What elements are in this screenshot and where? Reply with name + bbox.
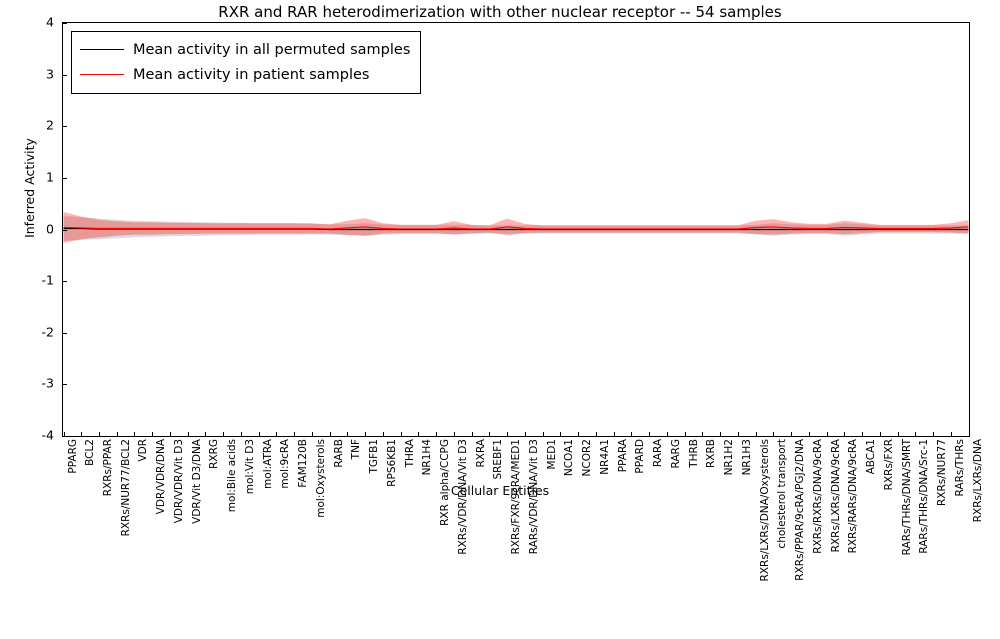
x-tick-label: RXRs/NUR77 [936, 439, 948, 506]
y-tick-label: 3 [46, 66, 54, 82]
x-tick-mark [844, 432, 845, 436]
x-tick-mark [756, 432, 757, 436]
x-tick-mark [560, 432, 561, 436]
legend-label-permuted: Mean activity in all permuted samples [133, 41, 411, 58]
y-tick-mark [63, 333, 67, 334]
x-tick-mark [383, 432, 384, 436]
x-tick-label: RARs/THRs/DNA/SMRT [900, 439, 913, 556]
x-tick-mark [81, 432, 82, 436]
x-tick-label: mol:Bile acids [226, 439, 239, 513]
x-tick-mark [276, 432, 277, 436]
x-tick-mark [134, 432, 135, 436]
y-tick-mark [63, 23, 67, 24]
x-tick-label: VDR/Vit D3/DNA [190, 439, 203, 524]
x-tick-label: VDR/VDR/DNA [155, 439, 168, 515]
x-tick-mark [489, 432, 490, 436]
y-tick-label: 2 [46, 117, 54, 133]
x-tick-mark [951, 432, 952, 436]
x-tick-mark [241, 432, 242, 436]
x-tick-label: FAM120B [297, 439, 310, 488]
y-tick-label: 1 [46, 169, 54, 185]
x-tick-mark [898, 432, 899, 436]
x-tick-mark [791, 432, 792, 436]
x-tick-label: RXRs/RARs/DNA/9cRA [847, 439, 860, 554]
x-tick-label: NCOR2 [581, 439, 594, 477]
x-tick-label: RXRs/FXR/9cRA/MED1 [510, 439, 523, 555]
x-tick-mark [631, 432, 632, 436]
x-tick-mark [472, 432, 473, 436]
x-tick-mark [773, 432, 774, 436]
x-tick-mark [862, 432, 863, 436]
legend-item-patient [80, 62, 410, 87]
x-tick-mark [436, 432, 437, 436]
x-tick-label: RARG [669, 439, 682, 469]
x-tick-label: mol:ATRA [261, 439, 274, 489]
x-tick-mark [525, 432, 526, 436]
x-tick-label: NR1H3 [740, 439, 753, 476]
x-tick-label: mol:Oxysterols [314, 439, 327, 518]
legend-color-swatch-patient [80, 74, 124, 75]
x-tick-label: THRB [687, 439, 700, 468]
y-tick-mark [63, 178, 67, 179]
x-tick-label: cholesterol transport [776, 439, 789, 549]
x-tick-label: NCOA1 [563, 439, 576, 477]
plot-area [62, 22, 970, 437]
x-tick-label: RXRs/RXRs/DNA/9cRA [811, 439, 824, 554]
x-tick-label: PPARA [616, 439, 629, 473]
x-tick-mark [64, 432, 65, 436]
y-tick-mark [63, 436, 67, 437]
y-tick-label: 0 [46, 221, 54, 236]
x-tick-mark [170, 432, 171, 436]
x-tick-mark [685, 432, 686, 436]
y-axis-label: Inferred Activity [22, 138, 37, 238]
x-tick-label: VDR [137, 439, 150, 462]
x-tick-mark [259, 432, 260, 436]
x-tick-label: ABCA1 [865, 439, 878, 475]
x-tick-label: RARB [332, 439, 345, 468]
x-tick-label: RXRs/NUR77/BCL2 [119, 439, 132, 537]
x-tick-mark [702, 432, 703, 436]
y-tick-mark [63, 281, 67, 282]
x-tick-label: mol:9cRA [279, 439, 292, 489]
y-tick-label: -2 [41, 324, 54, 340]
x-tick-mark [720, 432, 721, 436]
x-tick-mark [933, 432, 934, 436]
x-tick-label: THRA [403, 439, 416, 468]
x-tick-mark [188, 432, 189, 436]
x-tick-label: SREBF1 [492, 439, 505, 480]
x-tick-label: BCL2 [84, 439, 97, 466]
x-tick-mark [667, 432, 668, 436]
x-tick-label: RARs/THRs/DNA/Src-1 [918, 439, 931, 554]
x-tick-label: RPS6KB1 [385, 439, 398, 487]
x-tick-mark [915, 432, 916, 436]
x-tick-mark [614, 432, 615, 436]
y-tick-label: -4 [41, 427, 54, 443]
x-tick-mark [294, 432, 295, 436]
x-tick-mark [649, 432, 650, 436]
y-tick-mark [63, 126, 67, 127]
x-tick-label: mol:Vit D3 [243, 439, 256, 495]
x-tick-label: RXRB [705, 439, 718, 468]
x-tick-label: TNF [350, 439, 363, 460]
y-tick-mark [63, 75, 67, 76]
x-tick-label: RXRs/VDR/DNA/Vit D3 [456, 439, 469, 555]
x-tick-label: NR1H2 [723, 439, 736, 476]
x-tick-label: RARA [652, 439, 665, 468]
x-tick-label: RARs/THRs [953, 439, 966, 497]
x-tick-mark [596, 432, 597, 436]
x-tick-mark [117, 432, 118, 436]
y-tick-label: -1 [41, 272, 54, 288]
x-tick-mark [969, 432, 970, 436]
x-tick-label: MED1 [545, 439, 558, 470]
x-tick-label: RXR alpha/CCPG [439, 439, 452, 526]
chart-title: RXR and RAR heterodimerization with other nuclear receptor -- 54 samples [218, 3, 782, 21]
x-tick-label: NR1H4 [421, 439, 434, 476]
x-tick-mark [827, 432, 828, 436]
x-tick-label: PPARG [66, 439, 79, 474]
x-axis-label: Cellular Entities [450, 483, 550, 498]
x-tick-label: RXRA [474, 439, 487, 468]
x-tick-label: RXRs/LXRs/DNA/9cRA [829, 439, 842, 553]
x-tick-mark [809, 432, 810, 436]
x-tick-mark [312, 432, 313, 436]
x-tick-label: VDR/VDR/Vit D3 [172, 439, 185, 524]
x-tick-mark [401, 432, 402, 436]
x-tick-mark [365, 432, 366, 436]
x-tick-mark [99, 432, 100, 436]
x-tick-mark [205, 432, 206, 436]
y-tick-label: 4 [46, 14, 54, 30]
x-tick-label: RXRs/LXRs/DNA/Oxysterols [758, 439, 771, 582]
x-tick-label: RXRs/FXR [882, 439, 895, 491]
legend-color-swatch-permuted [80, 49, 124, 50]
x-tick-mark [418, 432, 419, 436]
x-tick-mark [347, 432, 348, 436]
chart-legend [71, 31, 421, 94]
x-tick-mark [454, 432, 455, 436]
x-tick-label: RXRs/PPAR [101, 439, 114, 497]
x-tick-mark [330, 432, 331, 436]
x-tick-label: NR4A1 [598, 439, 611, 475]
x-tick-mark [578, 432, 579, 436]
x-tick-label: PPARD [634, 439, 647, 474]
x-tick-mark [152, 432, 153, 436]
y-tick-label: -3 [41, 375, 54, 391]
y-tick-mark [63, 230, 67, 231]
x-tick-mark [543, 432, 544, 436]
x-tick-mark [507, 432, 508, 436]
legend-label-patient: Mean activity in patient samples [133, 66, 370, 83]
x-tick-mark [880, 432, 881, 436]
x-tick-mark [738, 432, 739, 436]
x-tick-label: TGFB1 [368, 439, 381, 474]
x-tick-mark [223, 432, 224, 436]
x-tick-label: RXRs/LXRs/DNA [971, 439, 984, 523]
x-tick-label: RXRs/PPAR/9cRA/PGJ2/DNA [794, 439, 807, 581]
x-tick-label: RARs/VDR/DNA/Vit D3 [527, 439, 540, 555]
y-tick-mark [63, 384, 67, 385]
legend-item-permuted [80, 37, 410, 62]
x-tick-label: RXRG [208, 439, 221, 469]
